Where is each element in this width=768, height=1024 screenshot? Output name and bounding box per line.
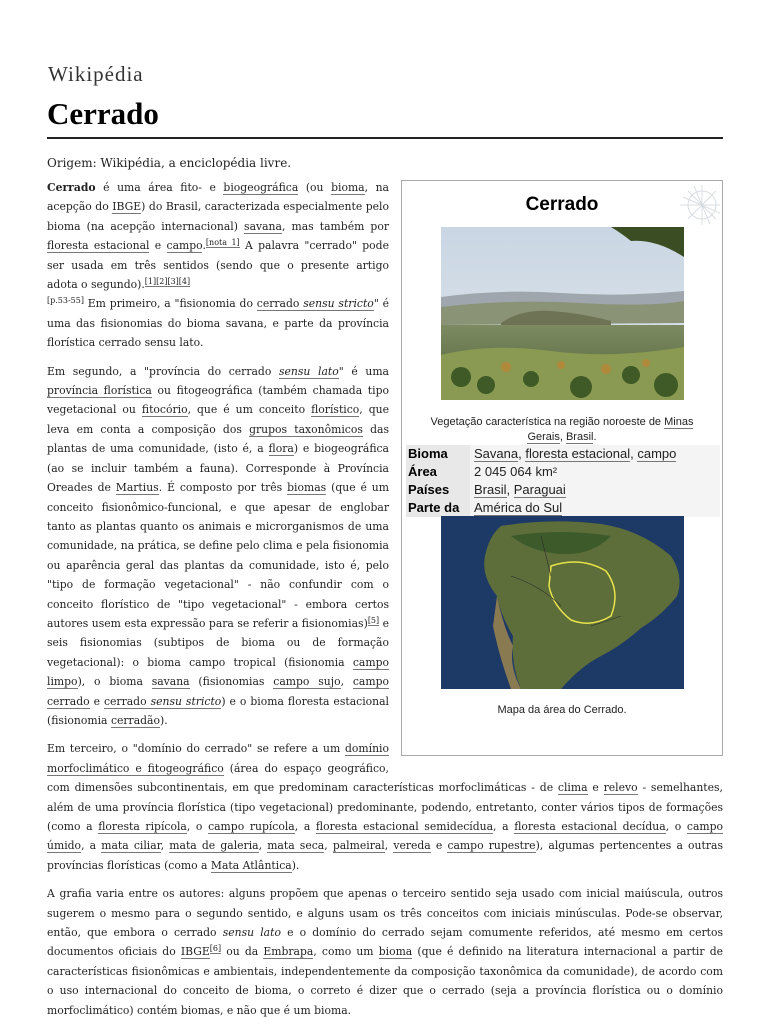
link-bioma[interactable]: bioma bbox=[331, 181, 365, 194]
link-flora[interactable]: flora bbox=[268, 442, 294, 456]
link-campo[interactable]: campo bbox=[637, 446, 677, 461]
link-savana[interactable]: Savana bbox=[474, 446, 519, 461]
link-dominio-morfoclimatico[interactable]: domínio morfoclimático e fitogeográfico bbox=[47, 742, 389, 775]
row-value: 2 045 064 km² bbox=[470, 463, 720, 481]
link-brasil[interactable]: Brasil bbox=[565, 431, 594, 443]
text: e o domínio do cerrado sejam comumente referidos, até mesmo em certos documentos oficiais do bbox=[47, 926, 724, 959]
link-savana[interactable]: savana bbox=[151, 675, 190, 689]
text: , a bbox=[294, 820, 316, 833]
link-mata-atlantica[interactable]: Mata Atlântica bbox=[210, 858, 292, 872]
row-key: Países bbox=[406, 481, 470, 499]
link-floresta-estacional-decidua[interactable]: floresta estacional decídua bbox=[514, 820, 666, 833]
link-fitocorio[interactable]: fitocório bbox=[141, 403, 188, 417]
row-key: Área bbox=[406, 463, 470, 481]
caption-text: Vegetação característica na região noroeste de bbox=[430, 416, 665, 428]
infobox-row-bioma bbox=[406, 445, 720, 463]
text: " é uma das fisionomias do bioma savana, e parte da província florística cerrado sensu lato. bbox=[47, 297, 389, 350]
text: ou fitogeográfica (também chamada tipo vegetacional ou bbox=[47, 384, 389, 417]
link-floristico[interactable]: florístico bbox=[311, 403, 360, 417]
link-floresta-estacional[interactable]: floresta estacional bbox=[525, 446, 631, 461]
text: A grafia varia entre os autores: alguns propõem que apenas o terceiro sentido seja usado com inicial maiúscula, outros sugerem o mesmo para o segundo sentido, e alguns usam os três conceitos com iniciais minúsculas. Pode-se observar, então, que embora o cerrado bbox=[47, 887, 723, 940]
paragraph-3 bbox=[47, 739, 723, 875]
text: , bbox=[160, 839, 170, 853]
text: e bbox=[149, 239, 167, 253]
text: (que é um conceito fisionômico-funcional, e que apesar de englobar tanto as plantas quanto os animais e microrganismos de uma comunidade, na prática, se define pelo clima e pela fisionomia ou aparência geral das plantas da comunidade, isto é, pelo "tipo de formação vegetacional" - não confundir com o conceito florístico de "tipo vegetacional" - embora certos autores usem esta expressão para se referir a fisionomias) bbox=[47, 481, 389, 630]
article-body bbox=[47, 178, 723, 1024]
text: e bbox=[89, 694, 104, 708]
link-america-do-sul[interactable]: América do Sul bbox=[474, 500, 563, 515]
link-relevo[interactable]: relevo bbox=[603, 781, 638, 795]
text: . É composto por três bbox=[158, 481, 288, 495]
text: ), o bioma bbox=[77, 675, 152, 689]
text: , mas também por bbox=[281, 219, 389, 233]
text: , como um bbox=[313, 945, 379, 959]
text: , o bbox=[665, 820, 687, 833]
map-caption: Mapa da área do Cerrado. bbox=[497, 704, 627, 716]
text: (área do espaço geográfico, com dimensões subcontinentais, em que predominam características morfoclimáticas - de bbox=[47, 761, 558, 795]
photo-caption bbox=[412, 415, 712, 445]
link-campo-rupicola[interactable]: campo rupícola bbox=[208, 820, 295, 833]
link-campo-rupestre[interactable]: campo rupestre bbox=[447, 839, 536, 853]
link-floresta-ripicola[interactable]: floresta ripícola bbox=[98, 820, 187, 833]
link-clima[interactable]: clima bbox=[557, 781, 588, 795]
text: (fisionomias bbox=[189, 675, 274, 689]
link-biogeografica[interactable]: biogeográfica bbox=[223, 181, 299, 194]
link-palmeiral[interactable]: palmeiral bbox=[332, 839, 385, 853]
link-text-italic: sensu stricto bbox=[303, 297, 374, 311]
row-value: Brasil, Paraguai bbox=[470, 481, 720, 499]
infobox bbox=[401, 180, 723, 756]
text: A palavra "cerrado" pode ser usada em três sentidos (sendo que o presente artigo adota o segundo). bbox=[47, 239, 389, 292]
text: e bbox=[587, 781, 604, 795]
text: ), algumas pertencentes a outras províncias florísticas (como a bbox=[47, 839, 723, 872]
text: ). bbox=[159, 713, 168, 727]
row-key: Bioma bbox=[406, 445, 470, 463]
text: Em primeiro, a "fisionomia do bbox=[83, 297, 257, 311]
link-cerradao[interactable]: cerradão bbox=[110, 713, 160, 727]
link-biomas[interactable]: biomas bbox=[287, 481, 327, 495]
term-bold: Cerrado bbox=[47, 181, 96, 194]
paragraph-4 bbox=[47, 884, 723, 1020]
page-ref: [p.53-55] bbox=[47, 296, 84, 306]
text: ) e o bioma floresta estacional (fisionomia bbox=[47, 694, 389, 727]
text: , bbox=[258, 839, 268, 853]
text: , a bbox=[81, 839, 102, 853]
link-campo-cerrado[interactable]: campo cerrado bbox=[47, 675, 389, 708]
title-divider bbox=[47, 137, 723, 139]
text: " é uma bbox=[338, 364, 389, 378]
text: ) do Brasil, caracterizada especialmente pelo bioma (na acepção internacional) bbox=[47, 200, 390, 233]
text: ). bbox=[291, 858, 300, 872]
text: e bbox=[430, 839, 448, 853]
text: Em segundo, a "província do cerrado bbox=[47, 364, 279, 378]
infobox-row-area bbox=[406, 463, 720, 481]
text: (que é definido na literatura internacional a partir de características fisionômicas e ambientais, independentemente da composição taxonômica da comunidade), de acordo com o uso internacional do conceito de bioma, o correto é dizer que o cerrado (seja a província florística ou o domínio morfoclimático) contém biomas, e não que é um bioma. bbox=[47, 945, 723, 1017]
link-brasil[interactable]: Brasil bbox=[474, 482, 507, 497]
infobox-row-paises bbox=[406, 481, 720, 499]
link-campo-limpo[interactable]: campo limpo bbox=[47, 655, 389, 689]
text: - semelhantes, além de uma província florística (tipo vegetacional) predominante, podendo, entretanto, conter vários tipos de formações (como a bbox=[47, 781, 723, 833]
link-mata-de-galeria[interactable]: mata de galeria bbox=[169, 839, 259, 853]
text: , bbox=[384, 839, 394, 853]
link-mata-seca[interactable]: mata seca bbox=[267, 839, 325, 853]
text: ou da bbox=[221, 945, 264, 959]
link-martius[interactable]: Martius bbox=[115, 481, 159, 495]
note-ref[interactable]: [nota 1] bbox=[205, 238, 240, 248]
link-mata-ciliar[interactable]: mata ciliar bbox=[101, 839, 161, 853]
link-ibge[interactable]: IBGE bbox=[112, 200, 142, 214]
link-cerrado-sensu-stricto[interactable] bbox=[104, 695, 221, 709]
link-paraguai[interactable]: Paraguai bbox=[513, 482, 566, 497]
origin-note: Origem: Wikipédia, a enciclopédia livre. bbox=[47, 156, 292, 170]
link-savana[interactable]: savana bbox=[244, 219, 282, 233]
wikipedia-wordmark[interactable]: Wikipédia bbox=[48, 62, 144, 86]
text: , bbox=[324, 839, 333, 853]
text: , que leva em conta a composição dos bbox=[47, 403, 389, 436]
citation-ref[interactable]: [5] bbox=[367, 615, 380, 625]
row-value bbox=[470, 499, 720, 517]
text: , o bbox=[186, 820, 209, 833]
link-vereda[interactable]: vereda bbox=[393, 839, 431, 853]
link-text: cerrado bbox=[103, 694, 151, 708]
cerrado-landscape-photo bbox=[441, 227, 684, 400]
compass-rose-icon bbox=[650, 183, 720, 229]
text: , a bbox=[493, 820, 515, 833]
link-bioma[interactable]: bioma bbox=[378, 945, 413, 959]
infobox-row-parte-da bbox=[406, 499, 720, 517]
infobox-title: Cerrado bbox=[525, 194, 599, 215]
row-key: Parte da bbox=[406, 499, 470, 517]
text: , na acepção do bbox=[47, 181, 389, 214]
link-embrapa[interactable]: Embrapa bbox=[263, 945, 314, 959]
text: das plantas de uma comunidade, (isto é, a bbox=[47, 422, 389, 456]
link-ibge[interactable]: IBGE bbox=[180, 945, 210, 959]
infobox-table bbox=[406, 445, 720, 517]
link-text: cerrado bbox=[256, 297, 304, 311]
link-floresta-estacional[interactable]: floresta estacional bbox=[47, 239, 150, 253]
caption-period: . bbox=[593, 431, 597, 443]
link-cerrado-sensu-stricto[interactable] bbox=[257, 297, 374, 311]
link-floresta-estacional-semidecidua[interactable]: floresta estacional semidecídua bbox=[315, 820, 494, 833]
text: . bbox=[202, 239, 206, 253]
text: e seis fisionomias (subtipos de bioma ou de formação vegetacional): o bioma campo tropical (fisionomia bbox=[47, 616, 390, 669]
caption-separator: , bbox=[559, 431, 566, 443]
page-title: Cerrado bbox=[47, 96, 159, 131]
link-provincia-floristica[interactable]: província florística bbox=[47, 384, 152, 398]
text-italic: sensu lato bbox=[222, 926, 281, 940]
link-campo-umido[interactable]: campo úmido bbox=[47, 820, 724, 853]
citation-ref[interactable]: [1][2][3][4] bbox=[144, 277, 191, 287]
link-sensu-lato[interactable]: sensu lato bbox=[278, 364, 339, 378]
text: é uma área fito- e bbox=[95, 181, 224, 194]
text: ) e biogeográfica (ao se incluir também a fauna). Corresponde à Província Oreades de bbox=[47, 442, 389, 495]
link-text-italic: sensu stricto bbox=[150, 694, 222, 708]
text: Em terceiro, o "domínio do cerrado" se refere a um bbox=[47, 742, 345, 756]
link-campo-sujo[interactable]: campo sujo bbox=[273, 675, 341, 689]
row-value: Savana, floresta estacional, campo bbox=[470, 445, 720, 463]
link-minas-gerais[interactable]: Minas Gerais bbox=[527, 416, 694, 443]
cerrado-area-map bbox=[441, 516, 684, 689]
text: (ou bbox=[298, 181, 332, 194]
text: , que é um conceito bbox=[187, 403, 312, 417]
link-campo[interactable]: campo bbox=[166, 239, 203, 253]
link-grupos-taxonomicos[interactable]: grupos taxonômicos bbox=[249, 422, 363, 436]
text: , bbox=[340, 675, 353, 689]
citation-ref[interactable]: [6] bbox=[209, 944, 222, 954]
